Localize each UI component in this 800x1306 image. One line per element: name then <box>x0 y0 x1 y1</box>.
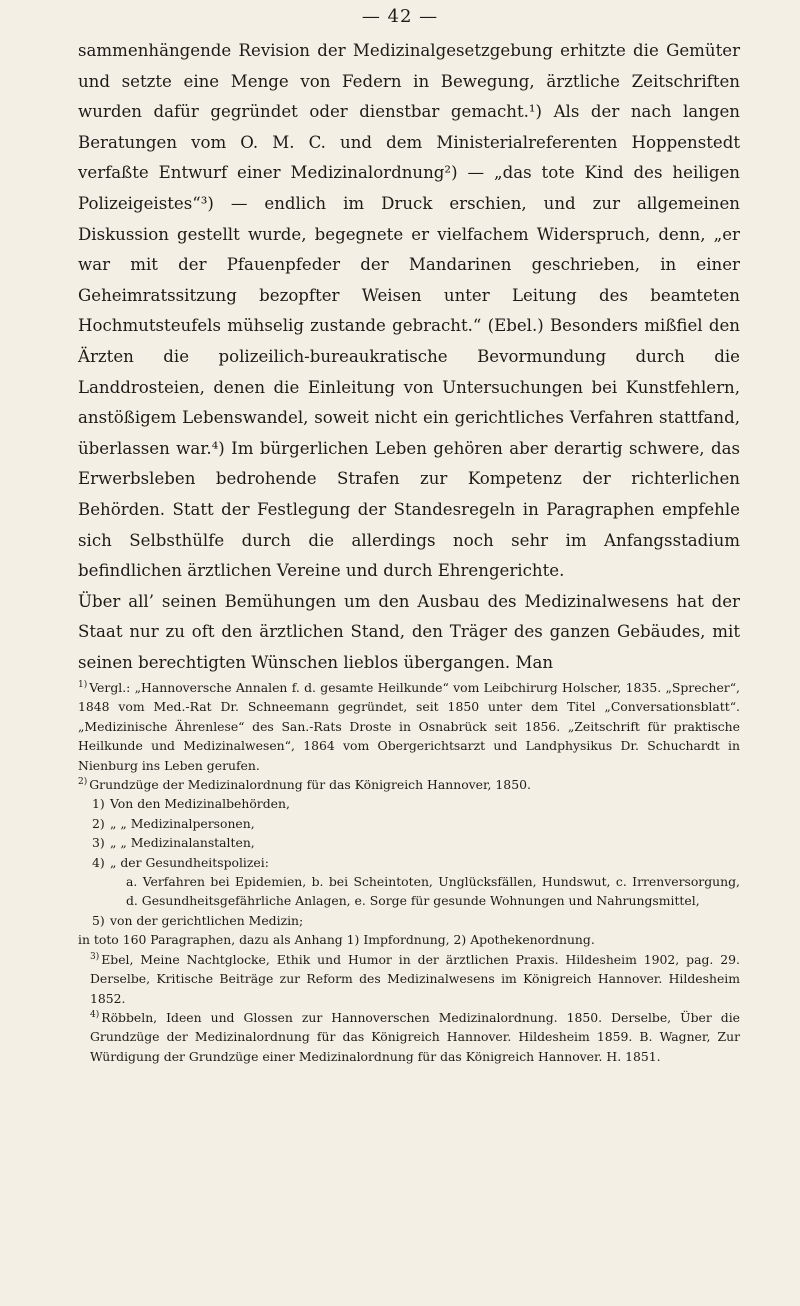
list-item <box>78 911 740 930</box>
main-text <box>78 36 740 678</box>
list-item-text: Von den Medizinalbehörden, <box>110 796 290 812</box>
list-item-num: 5) <box>92 912 105 928</box>
footnote-2-mark: 2) <box>78 776 88 787</box>
list-item <box>78 833 740 852</box>
footnote-1-text: Vergl.: „Hannoversche Annalen f. d. gesamte Heilkunde“ vom Leibchirurg Holscher, 1835. „Sprecher“, 1848 vom Med.-Rat Dr. Schneemann gegründet, seit 1850 unter dem Titel „Conversationsblatt“. „Medizinische Ährenlese“ des San.-Rats Droste in Osnabrück seit 1856. „Zeitschrift für praktische Heilkunde und Medizinalwesen“, 1864 vom Obergerichtsarzt und Landphysikus Dr. Schuchardt in Nienburg ins Leben gerufen. <box>78 680 740 773</box>
footnote-4-text: Röbbeln, Ideen und Glossen zur Hannoverschen Medizinalordnung. 1850. Derselbe, Über die Grundzüge der Medizinalordnung für das Königreich Hannover. Hildesheim 1859. B. Wagner, Zur Würdigung der Grundzüge einer Medizinalordnung für das Königreich Hannover. H. 1851. <box>90 1009 740 1064</box>
footnote-3-mark: 3) <box>90 951 100 962</box>
list-item-num: 4) <box>92 854 105 870</box>
list-item-text: „ der Gesundheitspolizei: <box>110 854 269 870</box>
paragraph-2: Über all’ seinen Bemühungen um den Ausbau des Medizinalwesens hat der Staat nur zu oft den ärztlichen Stand, den Träger des ganzen Gebäudes, mit seinen berechtigten Wünschen lieblos übergangen. Man <box>78 591 740 672</box>
list-item-num: 3) <box>92 835 105 851</box>
footnote-3 <box>78 950 740 1008</box>
list-item-num: 1) <box>92 796 105 812</box>
footnote-3-text: Ebel, Meine Nachtglocke, Ethik und Humor in der ärztlichen Praxis. Hildesheim 1902, pag. 29. Derselbe, Kritische Beiträge zur Reform des Medizinalwesens im Königreich Hannover. Hildesheim 1852. <box>90 951 740 1006</box>
footnote-4 <box>78 1008 740 1066</box>
footnotes <box>78 678 740 1066</box>
list-item-text: von der gerichtlichen Medizin; <box>110 912 304 928</box>
list-item-text: „ „ Medizinalanstalten, <box>110 835 255 851</box>
footnote-2-tail: in toto 160 Paragraphen, dazu als Anhang 1) Impfordnung, 2) Apothekenordnung. <box>78 932 595 948</box>
footnote-2-list <box>78 794 740 872</box>
footnote-2-sublist: a. Verfahren bei Epidemien, b. bei Scheintoten, Unglücksfällen, Hundswut, c. Irrenversorgung, d. Gesundheitsgefährliche Anlagen, e. Sorge für gesunde Wohnungen und Nahrungsmittel, <box>126 874 740 909</box>
list-item-num: 2) <box>92 815 105 831</box>
footnote-1 <box>78 678 740 775</box>
page-number: — 42 — <box>0 6 800 27</box>
footnote-2-text: Grundzüge der Medizinalordnung für das Königreich Hannover, 1850. <box>89 777 531 793</box>
paragraph-1: sammenhängende Revision der Medizinalgesetzgebung erhitzte die Gemüter und setzte eine Menge von Federn in Bewegung, ärztliche Zeitschriften wurden dafür gegründet oder dienstbar gemacht.¹) Als der nach langen Beratungen vom O. M. C. und dem Ministerialreferenten Hoppenstedt verfaßte Entwurf einer Medizinalordnung²) — „das tote Kind des heiligen Polizeigeistes“³) — endlich im Druck erschien, und zur allgemeinen Diskussion gestellt wurde, begegnete er vielfachem Widerspruch, denn, „er war mit der Pfauenpfeder der Mandarinen geschrieben, in einer Geheimratssitzung bezopfter Weisen unter Leitung des beamteten Hochmutsteufels mühselig zustande gebracht.“ (Ebel.) Besonders mißfiel den Ärzten die polizeilich-bureaukratische Bevormundung durch die Landdrosteien, denen die Einleitung von Untersuchungen bei Kunstfehlern, anstößigem Lebenswandel, soweit nicht ein gerichtliches Verfahren stattfand, überlassen war.⁴) Im bürgerlichen Leben gehören aber derartig schwere, das Erwerbsleben bedrohende Strafen zur Kompetenz der richterlichen Behörden. Statt der Festlegung der Standesregeln in Paragraphen empfehle sich Selbsthülfe durch die allerdings noch sehr im Anfangsstadium befindlichen ärztlichen Vereine und durch Ehrengerichte. <box>78 41 740 581</box>
footnote-1-mark: 1) <box>78 679 88 690</box>
list-item-text: „ „ Medizinalpersonen, <box>110 815 255 831</box>
list-item <box>78 853 740 872</box>
footnote-2-list-end <box>78 911 740 930</box>
footnote-4-mark: 4) <box>90 1009 100 1020</box>
list-item <box>78 814 740 833</box>
list-item <box>78 794 740 813</box>
footnote-2 <box>78 775 740 794</box>
